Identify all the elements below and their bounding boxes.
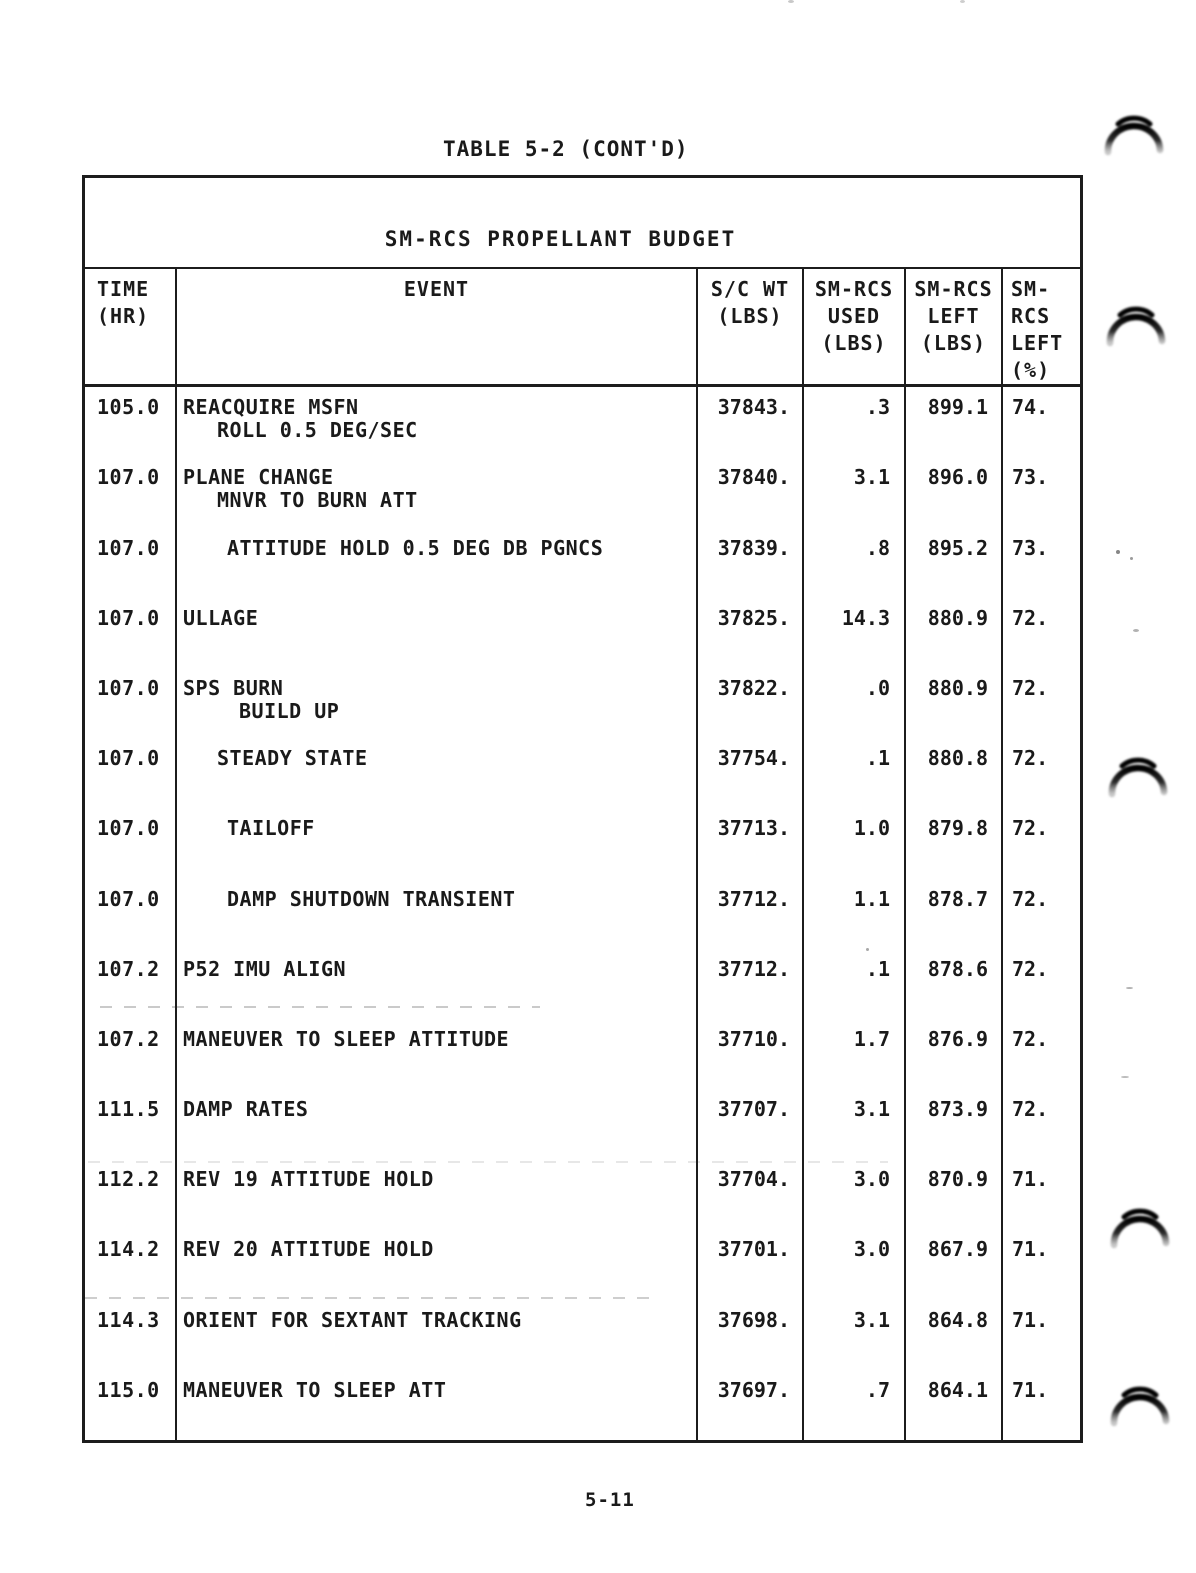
time-cell: 107.0: [85, 738, 177, 808]
header-cell-line: RCS: [1011, 304, 1051, 329]
event-line: ATTITUDE HOLD 0.5 DEG DB PGNCS: [227, 535, 604, 560]
page-number: 5-11: [585, 1489, 635, 1511]
sm-rcs-left-cell: 880.9: [906, 598, 1003, 668]
sm-rcs-left-cell: 867.9: [906, 1229, 1003, 1299]
scan-speck: [788, 0, 794, 3]
time-cell: 111.5: [85, 1089, 177, 1159]
event-line: STEADY STATE: [217, 746, 368, 771]
scan-speck: [866, 948, 869, 951]
scan-speck: [1121, 1076, 1129, 1078]
header-cell-time: [85, 269, 177, 384]
event-line: TAILOFF: [227, 816, 315, 841]
event-cell: [177, 1089, 698, 1159]
table-row: [85, 668, 1080, 738]
sc-wt-cell: 37712.: [698, 879, 804, 949]
event-cell: [177, 528, 698, 598]
scan-speck: [1133, 629, 1139, 632]
sc-wt-cell: 37698.: [698, 1300, 804, 1370]
binder-hole-shadow: [1104, 301, 1168, 359]
table-row: [85, 879, 1080, 949]
sc-wt-cell: 37754.: [698, 738, 804, 808]
event-line: REACQUIRE MSFN: [183, 395, 359, 420]
event-cell: [177, 457, 698, 527]
sm-rcs-left-cell: 870.9: [906, 1159, 1003, 1229]
event-line: ORIENT FOR SEXTANT TRACKING: [183, 1307, 522, 1332]
header-cell-line: (HR): [97, 304, 150, 329]
sm-rcs-used-cell: .3: [804, 387, 906, 457]
sm-rcs-used-cell: 1.1: [804, 879, 906, 949]
sm-rcs-used-cell: .1: [804, 738, 906, 808]
sc-wt-cell: 37843.: [698, 387, 804, 457]
sm-rcs-left-cell: 880.8: [906, 738, 1003, 808]
table-header-row: [85, 269, 1080, 387]
header-cell-used: [804, 269, 906, 384]
header-cell-left: [906, 269, 1003, 384]
header-cell-line: LEFT: [1011, 331, 1064, 356]
scan-smudge: [85, 1297, 660, 1299]
binder-hole-shadow: [1108, 1381, 1172, 1439]
time-cell: 107.2: [85, 1019, 177, 1089]
header-cell-line: (LBS): [920, 331, 987, 356]
sm-rcs-left-pct-cell: 72.: [1012, 816, 1049, 841]
sm-rcs-left-cell: 895.2: [906, 528, 1003, 598]
header-cell-line: (LBS): [717, 304, 783, 329]
sm-rcs-left-pct-cell: 72.: [1012, 956, 1049, 981]
scan-speck: [1130, 557, 1133, 560]
table-row: [85, 598, 1080, 668]
header-cell-event: [177, 269, 698, 384]
sm-rcs-used-cell: 1.7: [804, 1019, 906, 1089]
scan-speck: [1126, 987, 1133, 989]
sm-rcs-used-cell: .1: [804, 949, 906, 1019]
header-cell-line: TIME: [97, 277, 150, 302]
sm-rcs-left-pct-cell: 71.: [1012, 1307, 1049, 1332]
time-cell: 107.0: [85, 879, 177, 949]
header-cell-line: EVENT: [403, 277, 470, 302]
header-cell-line: SM-RCS: [814, 277, 894, 302]
sm-rcs-left-pct-cell: 73.: [1012, 465, 1049, 490]
sc-wt-cell: 37710.: [698, 1019, 804, 1089]
sm-rcs-used-cell: .8: [804, 528, 906, 598]
sm-rcs-left-pct-cell: 72.: [1012, 1097, 1049, 1122]
event-line: MANEUVER TO SLEEP ATTITUDE: [183, 1026, 510, 1051]
sm-rcs-left-pct-cell: 72.: [1012, 1026, 1049, 1051]
sm-rcs-left-pct-cell: 72.: [1012, 746, 1049, 771]
event-line: PLANE CHANGE: [183, 465, 334, 490]
sm-rcs-left-pct-cell: 71.: [1012, 1237, 1049, 1262]
table-row: [85, 528, 1080, 598]
header-cell-line: USED: [827, 304, 881, 329]
event-line: REV 20 ATTITUDE HOLD: [183, 1237, 434, 1262]
header-cell-line: (LBS): [821, 331, 887, 356]
table-body: [85, 387, 1080, 1440]
sm-rcs-left-pct-cell: 72.: [1012, 605, 1049, 630]
event-line: MNVR TO BURN ATT: [217, 488, 418, 513]
table-row: [85, 387, 1080, 457]
table-row: [85, 1300, 1080, 1370]
time-cell: 107.0: [85, 668, 177, 738]
event-cell: [177, 1370, 698, 1440]
header-cell-line: S/C WT: [710, 277, 790, 302]
sc-wt-cell: 37840.: [698, 457, 804, 527]
sm-rcs-used-cell: 3.1: [804, 1089, 906, 1159]
header-cell-line: SM-: [1011, 277, 1051, 302]
sm-rcs-left-pct-cell: 73.: [1012, 535, 1049, 560]
table-row: [85, 457, 1080, 527]
header-cell-line: (%): [1011, 358, 1051, 383]
sm-rcs-left-cell: 880.9: [906, 668, 1003, 738]
sm-rcs-left-pct-cell: 71.: [1012, 1377, 1049, 1402]
sc-wt-cell: 37697.: [698, 1370, 804, 1440]
table-row: [85, 1089, 1080, 1159]
table-row: [85, 1019, 1080, 1089]
sm-rcs-used-cell: 1.0: [804, 808, 906, 878]
sc-wt-cell: 37707.: [698, 1089, 804, 1159]
sm-rcs-left-cell: 896.0: [906, 457, 1003, 527]
table-row: [85, 949, 1080, 1019]
sc-wt-cell: 37712.: [698, 949, 804, 1019]
event-line: P52 IMU ALIGN: [183, 956, 347, 981]
table-row: [85, 808, 1080, 878]
sc-wt-cell: 37713.: [698, 808, 804, 878]
sc-wt-cell: 37825.: [698, 598, 804, 668]
event-line: MANEUVER TO SLEEP ATT: [183, 1377, 447, 1402]
sm-rcs-used-cell: 3.0: [804, 1159, 906, 1229]
event-line: ROLL 0.5 DEG/SEC: [217, 418, 418, 443]
table-caption: SM-RCS PROPELLANT BUDGET: [384, 227, 737, 252]
sm-rcs-used-cell: 14.3: [804, 598, 906, 668]
sm-rcs-left-cell: 864.1: [906, 1370, 1003, 1440]
header-cell-line: LEFT: [927, 304, 980, 329]
event-cell: [177, 738, 698, 808]
sm-rcs-used-cell: .7: [804, 1370, 906, 1440]
sm-rcs-left-pct-cell: 71.: [1012, 1167, 1049, 1192]
event-cell: [177, 949, 698, 1019]
sm-rcs-used-cell: .0: [804, 668, 906, 738]
event-cell: [177, 1019, 698, 1089]
event-line: DAMP RATES: [183, 1097, 309, 1122]
time-cell: 105.0: [85, 387, 177, 457]
sc-wt-cell: 37704.: [698, 1159, 804, 1229]
event-cell: [177, 598, 698, 668]
header-cell-pct: [1003, 269, 1080, 384]
time-cell: 107.0: [85, 457, 177, 527]
event-line: DAMP SHUTDOWN TRANSIENT: [227, 886, 516, 911]
table-row: [85, 738, 1080, 808]
table-row: [85, 1370, 1080, 1440]
event-line: REV 19 ATTITUDE HOLD: [183, 1167, 434, 1192]
table-row: [85, 1229, 1080, 1299]
sm-rcs-left-cell: 873.9: [906, 1089, 1003, 1159]
event-cell: [177, 668, 698, 738]
scan-smudge: [88, 1161, 888, 1163]
scan-smudge: [100, 1006, 540, 1008]
header-cell-sc_wt: [698, 269, 804, 384]
time-cell: 107.2: [85, 949, 177, 1019]
time-cell: 107.0: [85, 808, 177, 878]
sm-rcs-left-cell: 899.1: [906, 387, 1003, 457]
scan-speck: [960, 0, 965, 3]
sc-wt-cell: 37701.: [698, 1229, 804, 1299]
sm-rcs-used-cell: 3.1: [804, 1300, 906, 1370]
time-cell: 107.0: [85, 528, 177, 598]
event-cell: [177, 879, 698, 949]
sm-rcs-left-pct-cell: 72.: [1012, 675, 1049, 700]
sm-rcs-used-cell: 3.0: [804, 1229, 906, 1299]
time-cell: 114.3: [85, 1300, 177, 1370]
event-line: SPS BURN: [183, 675, 284, 700]
sm-rcs-left-cell: 864.8: [906, 1300, 1003, 1370]
time-cell: 107.0: [85, 598, 177, 668]
sm-rcs-used-cell: 3.1: [804, 457, 906, 527]
sm-rcs-left-cell: 878.6: [906, 949, 1003, 1019]
event-cell: [177, 1229, 698, 1299]
event-line: ULLAGE: [183, 605, 259, 630]
table-caption-row: [85, 178, 1080, 269]
propellant-budget-table: [82, 175, 1083, 1443]
sm-rcs-left-cell: 876.9: [906, 1019, 1003, 1089]
time-cell: 112.2: [85, 1159, 177, 1229]
event-cell: [177, 1300, 698, 1370]
event-cell: [177, 1159, 698, 1229]
binder-hole-shadow: [1106, 752, 1170, 810]
event-line: BUILD UP: [239, 698, 340, 723]
time-cell: 114.2: [85, 1229, 177, 1299]
time-cell: 115.0: [85, 1370, 177, 1440]
binder-hole-shadow: [1102, 110, 1166, 168]
sm-rcs-left-cell: 878.7: [906, 879, 1003, 949]
binder-hole-shadow: [1108, 1203, 1172, 1261]
header-cell-line: SM-RCS: [914, 277, 993, 302]
sc-wt-cell: 37839.: [698, 528, 804, 598]
table-row: [85, 1159, 1080, 1229]
event-cell: [177, 387, 698, 457]
sc-wt-cell: 37822.: [698, 668, 804, 738]
page-title: TABLE 5-2 (CONT'D): [443, 137, 689, 161]
event-cell: [177, 808, 698, 878]
sm-rcs-left-cell: 879.8: [906, 808, 1003, 878]
sm-rcs-left-pct-cell: 72.: [1012, 886, 1049, 911]
scan-speck: [1116, 550, 1120, 554]
sm-rcs-left-pct-cell: 74.: [1012, 395, 1049, 420]
